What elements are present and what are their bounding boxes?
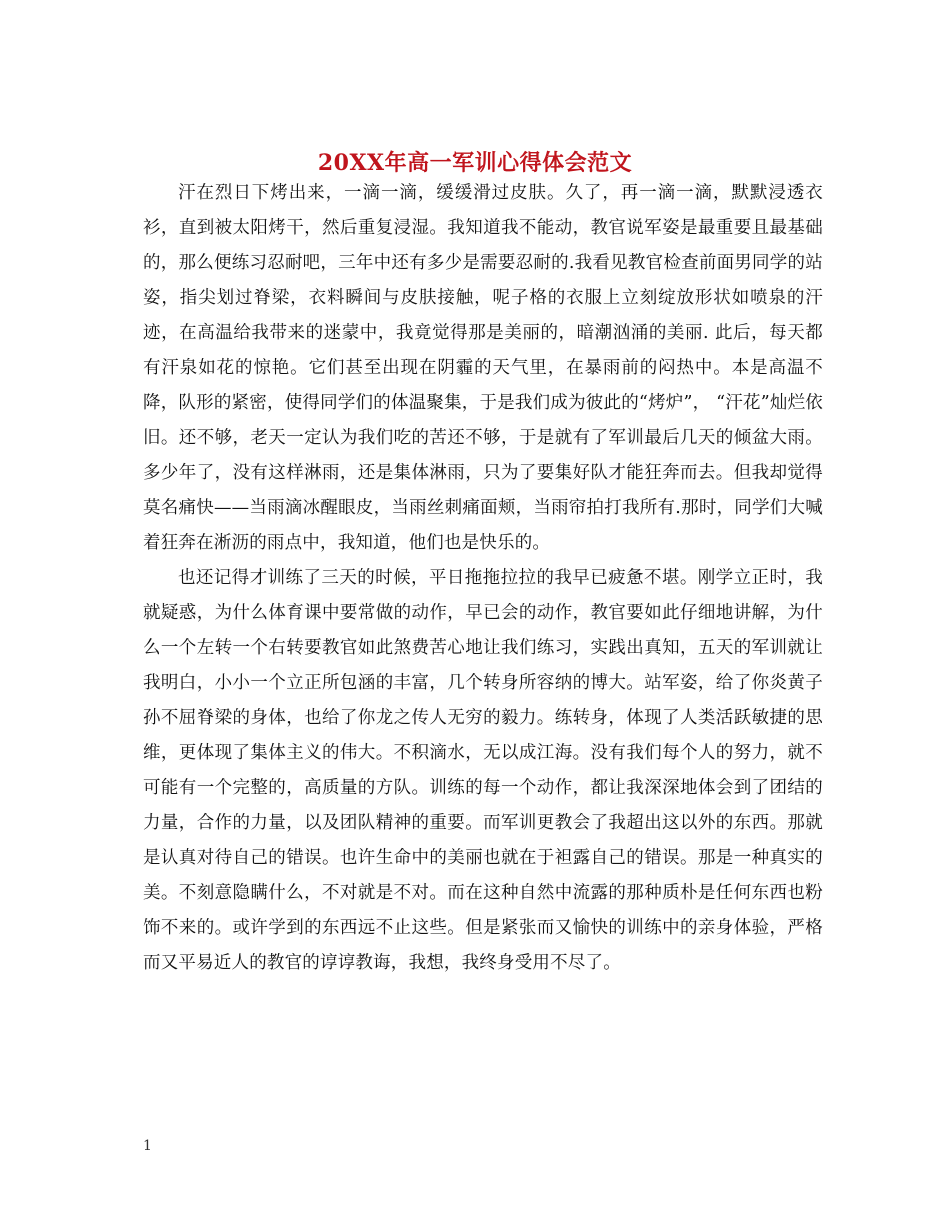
page-number: 1	[143, 1138, 152, 1154]
document-body	[143, 176, 823, 981]
paragraph-2: 也还记得才训练了三天的时候，平日拖拖拉拉的我早已疲惫不堪。刚学立正时，我就疑惑，为什么体育课中要常做的动作，早已会的动作，教官要如此仔细地讲解，为什么一个左转一个右转要教官如此煞费苦心地让我们练习，实践出真知，五天的军训就让我明白，小小一个立正所包涵的丰富，几个转身所容纳的博大。站军姿，给了你炎黄子孙不屈脊梁的身体，也给了你龙之传人无穷的毅力。练转身，体现了人类活跃敏捷的思维，更体现了集体主义的伟大。不积滴水，无以成江海。没有我们每个人的努力，就不可能有一个完整的，高质量的方队。训练的每一个动作，都让我深深地体会到了团结的力量，合作的力量，以及团队精神的重要。而军训更教会了我超出这以外的东西。那就是认真对待自己的错误。也许生命中的美丽也就在于袒露自己的错误。那是一种真实的美。不刻意隐瞒什么，不对就是不对。而在这种自然中流露的那种质朴是任何东西也粉饰不来的。或许学到的东西远不止这些。但是紧张而又愉快的训练中的亲身体验，严格而又平易近人的教官的谆谆教诲，我想，我终身受用不尽了。	[143, 568, 823, 973]
page-title: 20XX年高一军训心得体会范文	[317, 149, 633, 176]
paragraph-1: 汗在烈日下烤出来，一滴一滴，缓缓滑过皮肤。久了，再一滴一滴，默默浸透衣衫，直到被太阳烤干，然后重复浸湿。我知道我不能动，教官说军姿是最重要且最基础的，那么便练习忍耐吧，三年中还有多少是需要忍耐的.我看见教官检查前面男同学的站姿，指尖划过脊梁，衣料瞬间与皮肤接触，呢子格的衣服上立刻绽放形状如喷泉的汗迹，在高温给我带来的迷蒙中，我竟觉得那是美丽的，暗潮汹涌的美丽. 此后，每天都有汗泉如花的惊艳。它们甚至出现在阴霾的天气里，在暴雨前的闷热中。本是高温不降，队形的紧密，使得同学们的体温聚集，于是我们成为彼此的“烤炉”， “汗花”灿烂依旧。还不够，老天一定认为我们吃的苦还不够，于是就有了军训最后几天的倾盆大雨。多少年了，没有这样淋雨，还是集体淋雨，只为了要集好队才能狂奔而去。但我却觉得莫名痛快——当雨滴冰醒眼皮，当雨丝刺痛面颊，当雨帘拍打我所有.那时，同学们大喊着狂奔在淅沥的雨点中，我知道，他们也是快乐的。	[143, 183, 823, 553]
